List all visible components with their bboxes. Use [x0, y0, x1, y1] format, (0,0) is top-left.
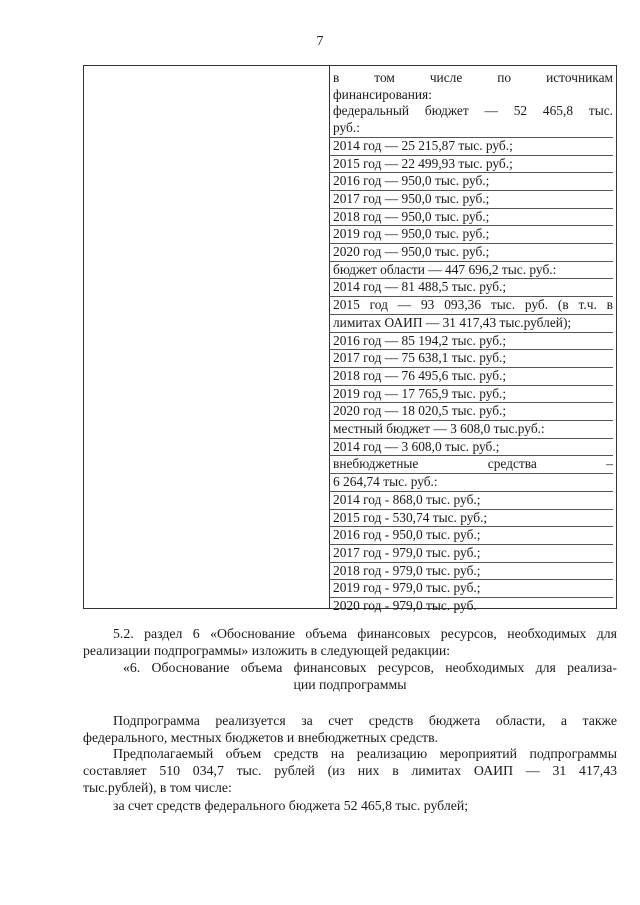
table-line: внебюджетные средства – [329, 455, 613, 473]
table-line: 2020 год - 979,0 тыс. руб. [329, 597, 613, 615]
table-line: федеральный бюджет — 52 465,8 тыс. [333, 103, 613, 119]
text-line: тыс.рублей), в том числе: [83, 780, 232, 795]
table-right-cell [333, 70, 613, 615]
text-line: Подпрограмма реализуется за счет средств бюджета области, а также [113, 713, 617, 728]
table-line: 2015 год - 530,74 тыс. руб.; [329, 509, 613, 527]
paragraph-funding-sources [83, 712, 617, 746]
table-line: руб.: [333, 120, 360, 136]
table-line: 2016 год — 85 194,2 тыс. руб.; [329, 332, 613, 350]
table-line: 2020 год — 18 020,5 тыс. руб.; [329, 402, 613, 420]
table-line: 2019 год — 17 765,9 тыс. руб.; [329, 385, 613, 403]
text-line: федерального, местных бюджетов и внебюджетных средств. [83, 730, 439, 745]
page-number: 7 [316, 34, 324, 49]
table-line: 2018 год — 76 495,6 тыс. руб.; [329, 367, 613, 385]
table-line: 2017 год - 979,0 тыс. руб.; [329, 544, 613, 562]
table-line: лимитах ОАИП — 31 417,43 тыс.рублей); [329, 314, 613, 332]
table-line: 2015 год — 93 093,36 тыс. руб. (в т.ч. в [329, 296, 613, 314]
heading-line: «6. Обоснование объема финансовых ресурсов, необходимых для реализа- [123, 660, 617, 675]
table-line: 2019 год - 979,0 тыс. руб.; [329, 579, 613, 597]
paragraph-total-volume [83, 745, 617, 796]
table-line: 2018 год — 950,0 тыс. руб.; [329, 208, 613, 226]
table-line: 6 264,74 тыс. руб.: [329, 473, 613, 491]
table-line: 2016 год — 950,0 тыс. руб.; [329, 172, 613, 190]
table-line: местный бюджет — 3 608,0 тыс.руб.: [329, 420, 613, 438]
financing-table [83, 65, 617, 614]
table-line: 2014 год — 3 608,0 тыс. руб.; [329, 438, 613, 456]
table-line: 2014 год — 81 488,5 тыс. руб.; [329, 278, 613, 296]
table-line: 2014 год - 868,0 тыс. руб.; [329, 491, 613, 509]
table-line: 2017 год — 75 638,1 тыс. руб.; [329, 349, 613, 367]
text-line: Предполагаемый объем средств на реализацию мероприятий подпрограммы [113, 746, 617, 761]
table-line: 2020 год — 950,0 тыс. руб.; [329, 243, 613, 261]
table-line: 2014 год — 25 215,87 тыс. руб.; [329, 137, 613, 155]
table-line: 2019 год — 950,0 тыс. руб.; [329, 225, 613, 243]
paragraph-5-2 [83, 625, 617, 659]
table-line: 2018 год - 979,0 тыс. руб.; [329, 562, 613, 580]
text-line: 5.2. раздел 6 «Обоснование объема финансовых ресурсов, необходимых для [113, 626, 617, 641]
text-line: за счет средств федерального бюджета 52 465,8 тыс. рублей; [113, 798, 469, 813]
text-line: реализации подпрограммы» изложить в следующей редакции: [83, 643, 451, 658]
section-heading [83, 659, 617, 693]
text-line: составляет 510 034,7 тыс. рублей (из них в лимитах ОАИП — 31 417,43 [83, 763, 617, 778]
table-line: 2015 год — 22 499,93 тыс. руб.; [329, 155, 613, 173]
table-line: бюджет области — 447 696,2 тыс. руб.: [329, 261, 613, 279]
paragraph-federal-budget [83, 797, 617, 814]
table-line: в том числе по источникам [333, 70, 613, 85]
heading-line: ции подпрограммы [293, 677, 407, 692]
table-line: 2017 год — 950,0 тыс. руб.; [329, 190, 613, 208]
table-line: 2016 год - 950,0 тыс. руб.; [329, 526, 613, 544]
table-line: финансирования: [333, 86, 432, 102]
